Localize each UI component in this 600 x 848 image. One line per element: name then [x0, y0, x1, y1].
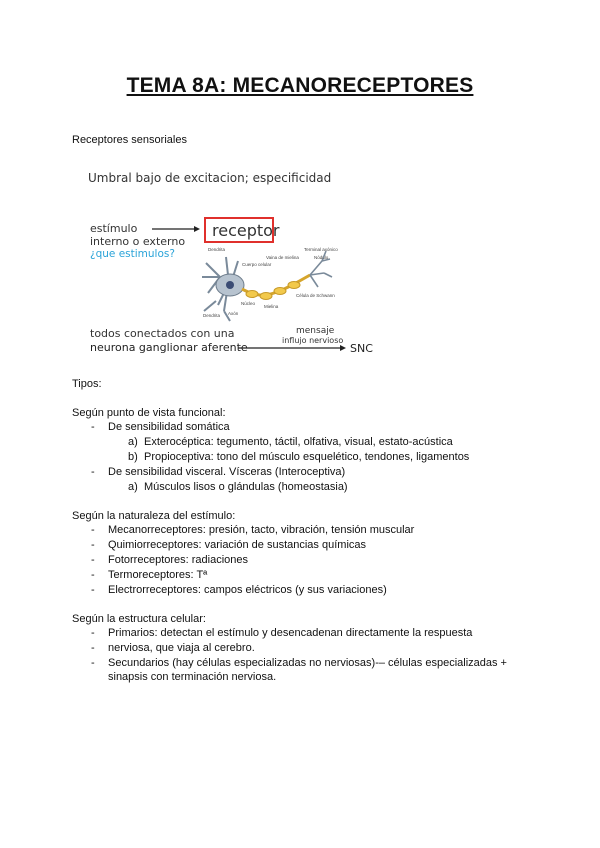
list-bullet: - [91, 642, 95, 654]
estructura-item: Primarios: detectan el estímulo y desencadenan directamente la respuesta [108, 627, 473, 639]
dendrita-label: Dendrita [208, 247, 226, 252]
estructura-item-continuation: sinapsis con terminación nerviosa. [108, 671, 277, 683]
list-bullet: - [91, 584, 95, 596]
list-bullet: - [91, 569, 95, 581]
musculos-item: Músculos lisos o glándulas (homeostasia) [144, 481, 348, 493]
terminal-label: Terminal axónico [304, 247, 338, 252]
myelin-1 [246, 291, 258, 298]
receptor-diagram [78, 165, 388, 360]
question-label: ¿que estimulos? [90, 248, 175, 260]
myelin-3 [274, 288, 286, 295]
list-bullet: - [91, 524, 95, 536]
list-bullet: - [91, 627, 95, 639]
bottom-line-2: neurona ganglionar aferente [90, 341, 248, 354]
dendrita-label-2: Dendrita [203, 313, 221, 318]
naturaleza-item: Mecanorreceptores: presión, tacto, vibración, tensión muscular [108, 524, 415, 536]
propioceptiva-item: Propioceptiva: tono del músculo esquelético, tendones, ligamentos [144, 451, 470, 463]
receptor-diagram-svg [78, 165, 388, 360]
estructura-item: Secundarios (hay células especializadas no nerviosas)-– células especializadas + [108, 657, 507, 669]
list-bullet: - [91, 554, 95, 566]
snc-arrowhead [340, 345, 346, 351]
list-bullet: - [91, 466, 95, 478]
naturaleza-item: Quimiorreceptores: variación de sustancias químicas [108, 539, 367, 551]
cuerpo-label: Cuerpo celular [242, 262, 272, 267]
influjo-label: influjo nervioso [282, 336, 344, 345]
nucleus [226, 281, 234, 289]
somatica-item: De sensibilidad somática [108, 421, 230, 433]
schwann-label: Célula de Schwann [296, 293, 335, 298]
diagram-caption: Umbral bajo de excitacion; especificidad [88, 171, 332, 185]
funcional-heading: Según punto de vista funcional: [72, 407, 226, 419]
estructura-heading: Según la estructura celular: [72, 613, 206, 625]
list-bullet: - [91, 421, 95, 433]
page-title: TEMA 8A: MECANORECEPTORES [126, 74, 474, 97]
section-heading: Receptores sensoriales [72, 134, 187, 146]
tipos-label: Tipos: [72, 378, 102, 390]
list-bullet: - [91, 657, 95, 669]
visceral-item: De sensibilidad visceral. Vísceras (Interoceptiva) [108, 466, 346, 478]
naturaleza-item: Electrorreceptores: campos eléctricos (y sus variaciones) [108, 584, 387, 596]
estructura-item: nerviosa, que viaja al cerebro. [108, 642, 255, 654]
nucleo-label: Núcleo [241, 301, 256, 306]
myelin-2 [260, 293, 272, 300]
naturaleza-item: Termoreceptores: Tª [108, 569, 208, 581]
marker-a-2: a) [128, 481, 138, 493]
stimulus-arrowhead [194, 226, 200, 232]
bottom-line-1: todos conectados con una [90, 327, 235, 340]
myelin-4 [288, 282, 300, 289]
marker-a: a) [128, 436, 138, 448]
receptor-label: receptor [212, 221, 280, 240]
axon-label: Axón [228, 311, 239, 316]
marker-b: b) [128, 451, 138, 463]
naturaleza-item: Fotorreceptores: radiaciones [108, 554, 249, 566]
naturaleza-heading: Según la naturaleza del estímulo: [72, 510, 236, 522]
mielina-label: Mielina [264, 304, 279, 309]
list-bullet: - [91, 539, 95, 551]
snc-label: SNC [350, 342, 373, 355]
mensaje-label: mensaje [296, 326, 335, 336]
stimulus-label: estímulo [90, 222, 138, 235]
exteroceptiva-item: Exterocéptica: tegumento, táctil, olfativa, visual, estato-acústica [144, 436, 453, 448]
nodulo-label: Nódulo [314, 255, 329, 260]
vaina-label: Vaina de mielina [266, 255, 299, 260]
stimulus-sub-label: interno o externo [90, 235, 186, 248]
